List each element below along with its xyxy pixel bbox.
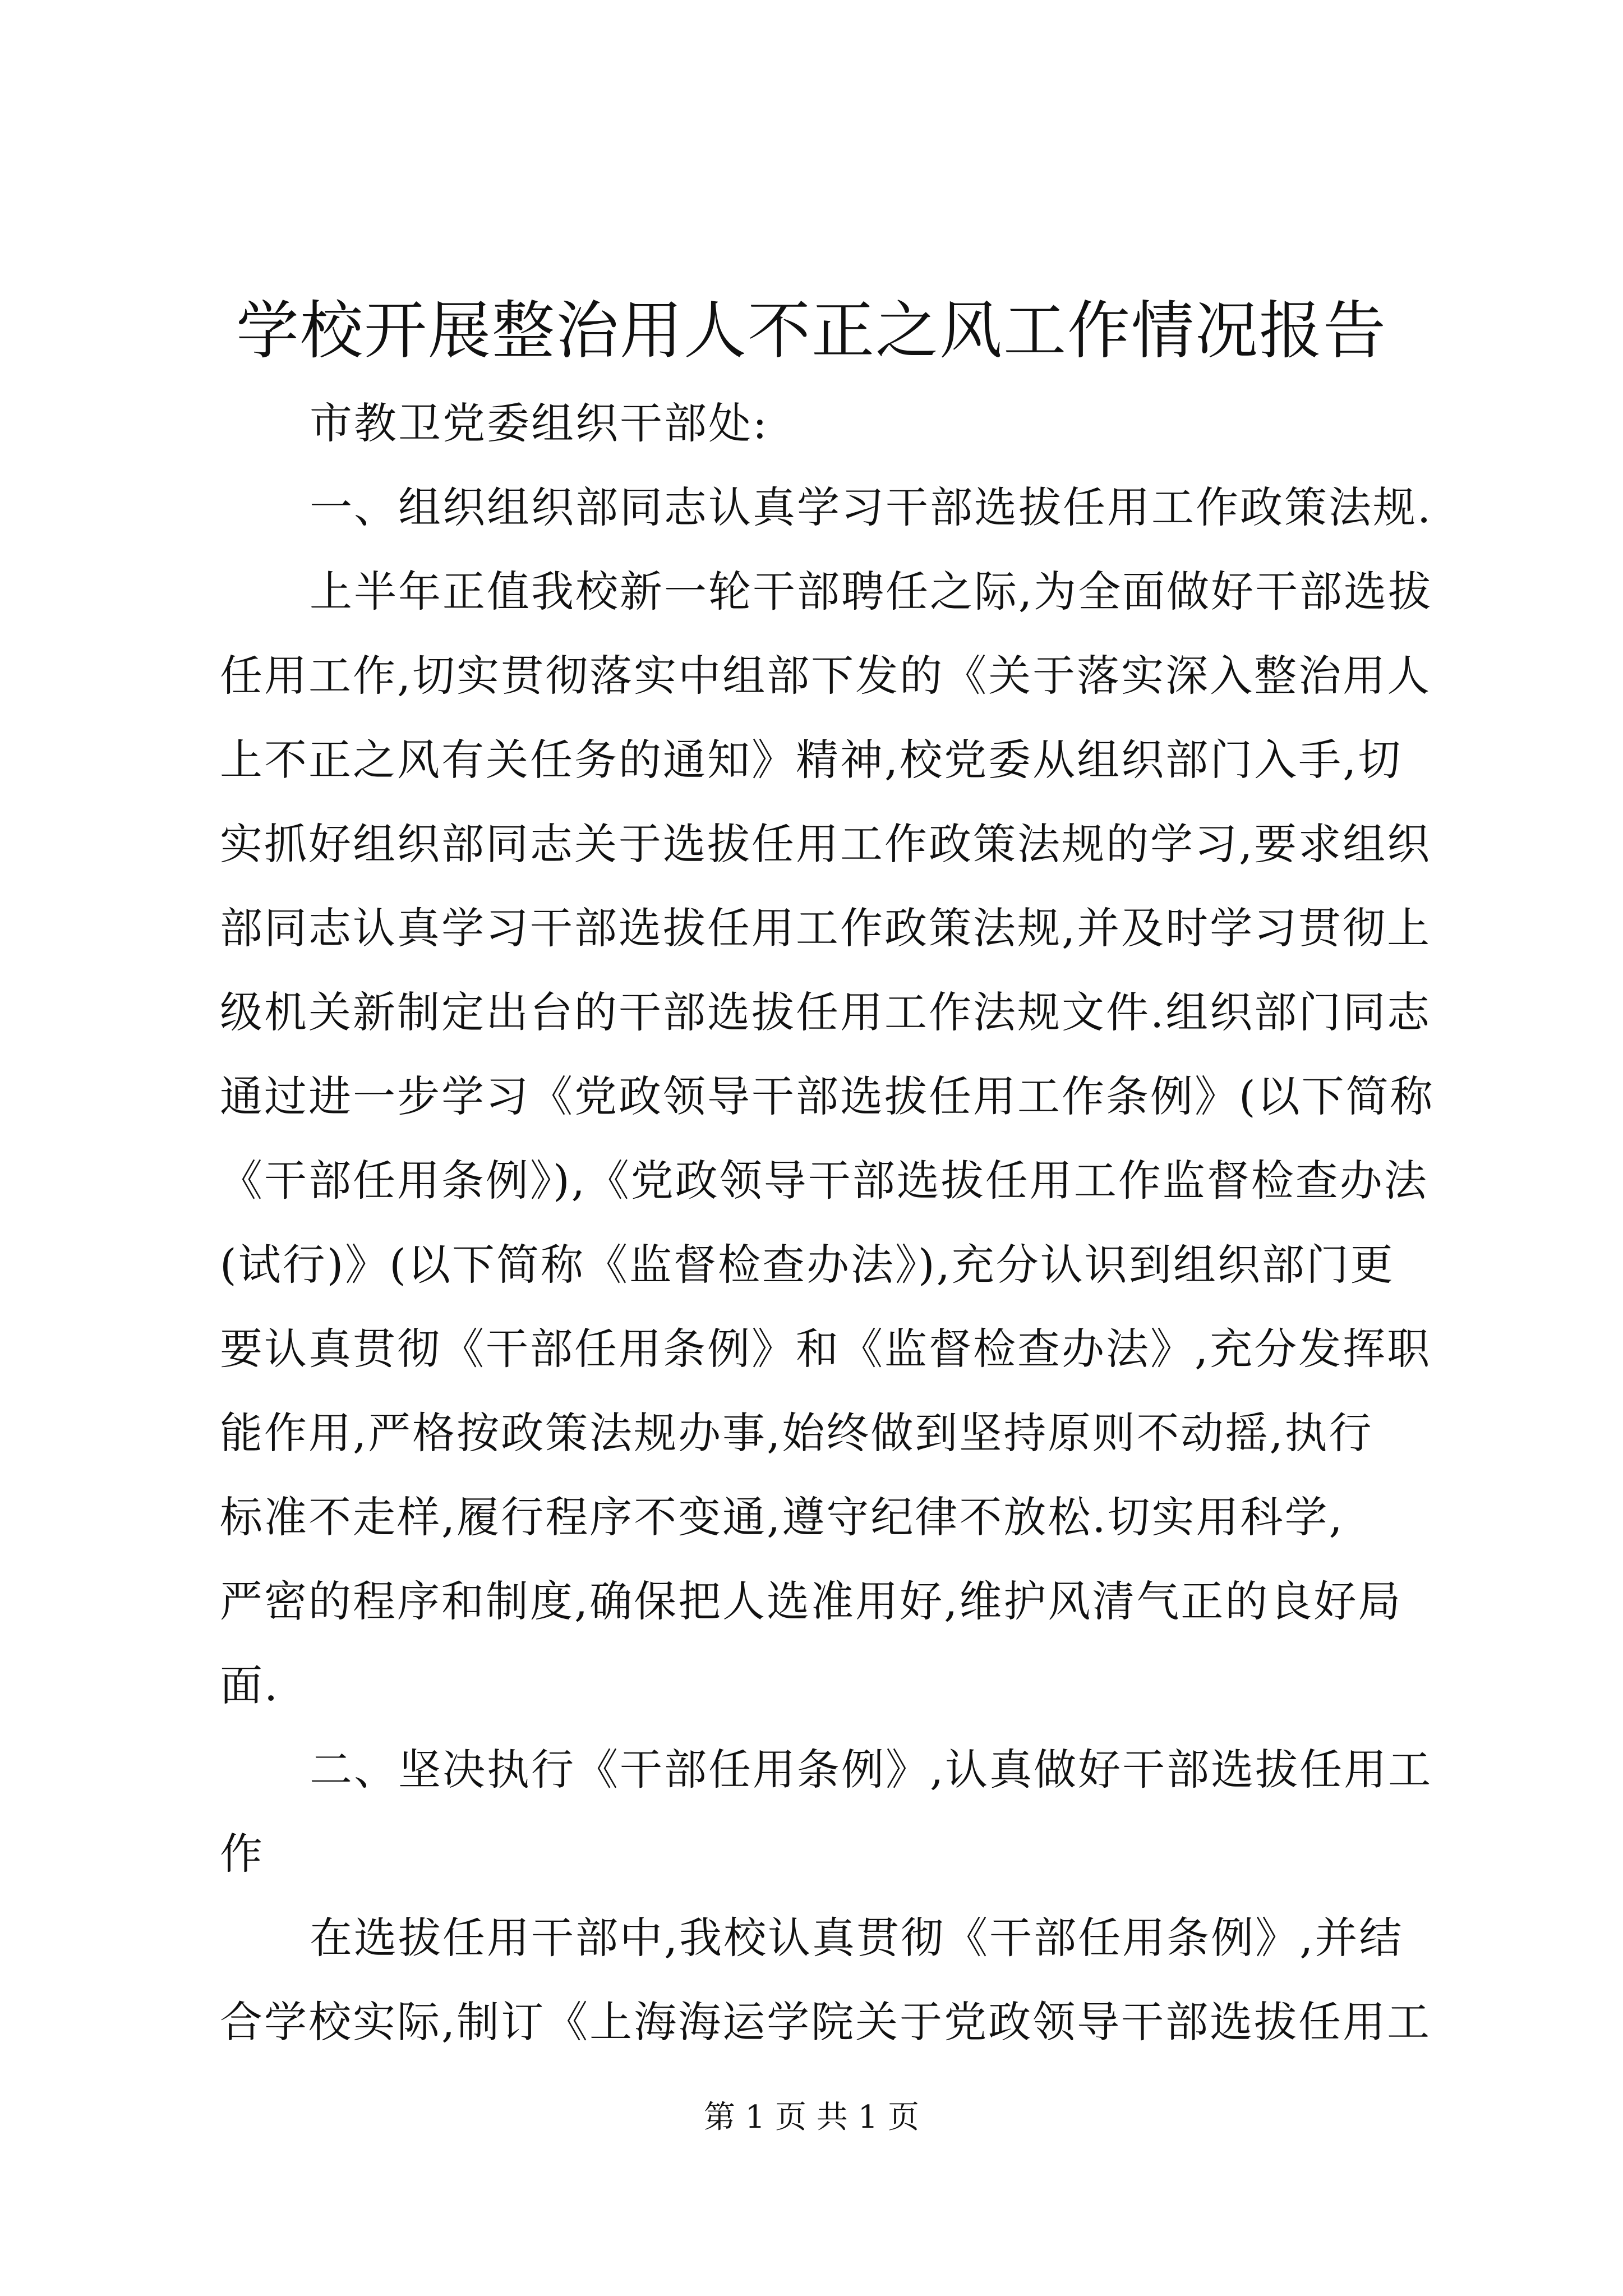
section-heading-1: 一、组织组织部同志认真学习干部选拔任用工作政策法规.	[310, 482, 1433, 532]
paragraph-line: 在选拔任用干部中,我校认真贯彻《干部任用条例》,并结	[310, 1913, 1404, 1963]
paragraph-line: 通过进一步学习《党政领导干部选拔任用工作条例》(以下简称	[220, 1071, 1435, 1121]
paragraph-line: 上半年正值我校新一轮干部聘任之际,为全面做好干部选拔	[310, 567, 1433, 616]
paragraph-line: 标准不走样,履行程序不变通,遵守纪律不放松.切实用科学,	[220, 1492, 1344, 1542]
paragraph-line: 能作用,严格按政策法规办事,始终做到坚持原则不动摇,执行	[220, 1408, 1373, 1458]
page-footer: 第 1 页 共 1 页	[703, 2099, 920, 2136]
paragraph-line: 上不正之风有关任务的通知》精神,校党委从组织部门入手,切	[220, 735, 1403, 785]
paragraph-line: 实抓好组织部同志关于选拔任用工作政策法规的学习,要求组织	[220, 819, 1432, 869]
paragraph-line: 面.	[220, 1660, 280, 1710]
paragraph-line: 合学校实际,制订《上海海运学院关于党政领导干部选拔任用工	[220, 1997, 1432, 2047]
paragraph-line: 部同志认真学习干部选拔任用工作政策法规,并及时学习贯彻上	[220, 903, 1432, 953]
paragraph-line: 要认真贯彻《干部任用条例》和《监督检查办法》,充分发挥职	[220, 1324, 1432, 1374]
paragraph-line: 《干部任用条例》),《党政领导干部选拔任用工作监督检查办法	[220, 1156, 1428, 1205]
paragraph-line: 级机关新制定出台的干部选拔任用工作法规文件.组织部门同志	[220, 987, 1432, 1037]
document-title: 学校开展整治用人不正之风工作情况报告	[236, 295, 1387, 367]
paragraph-line: (试行)》(以下简称《监督检查办法》),充分认识到组织部门更	[220, 1240, 1395, 1290]
paragraph-line: 任用工作,切实贯彻落实中组部下发的《关于落实深入整治用人	[220, 651, 1432, 701]
section-heading-2-cont: 作	[220, 1829, 264, 1879]
salutation: 市教卫党委组织干部处:	[310, 398, 769, 448]
document-body	[220, 381, 1435, 2064]
paragraph-line: 严密的程序和制度,确保把人选准用好,维护风清气正的良好局	[220, 1576, 1403, 1626]
section-heading-2: 二、坚决执行《干部任用条例》,认真做好干部选拔任用工	[310, 1745, 1433, 1795]
